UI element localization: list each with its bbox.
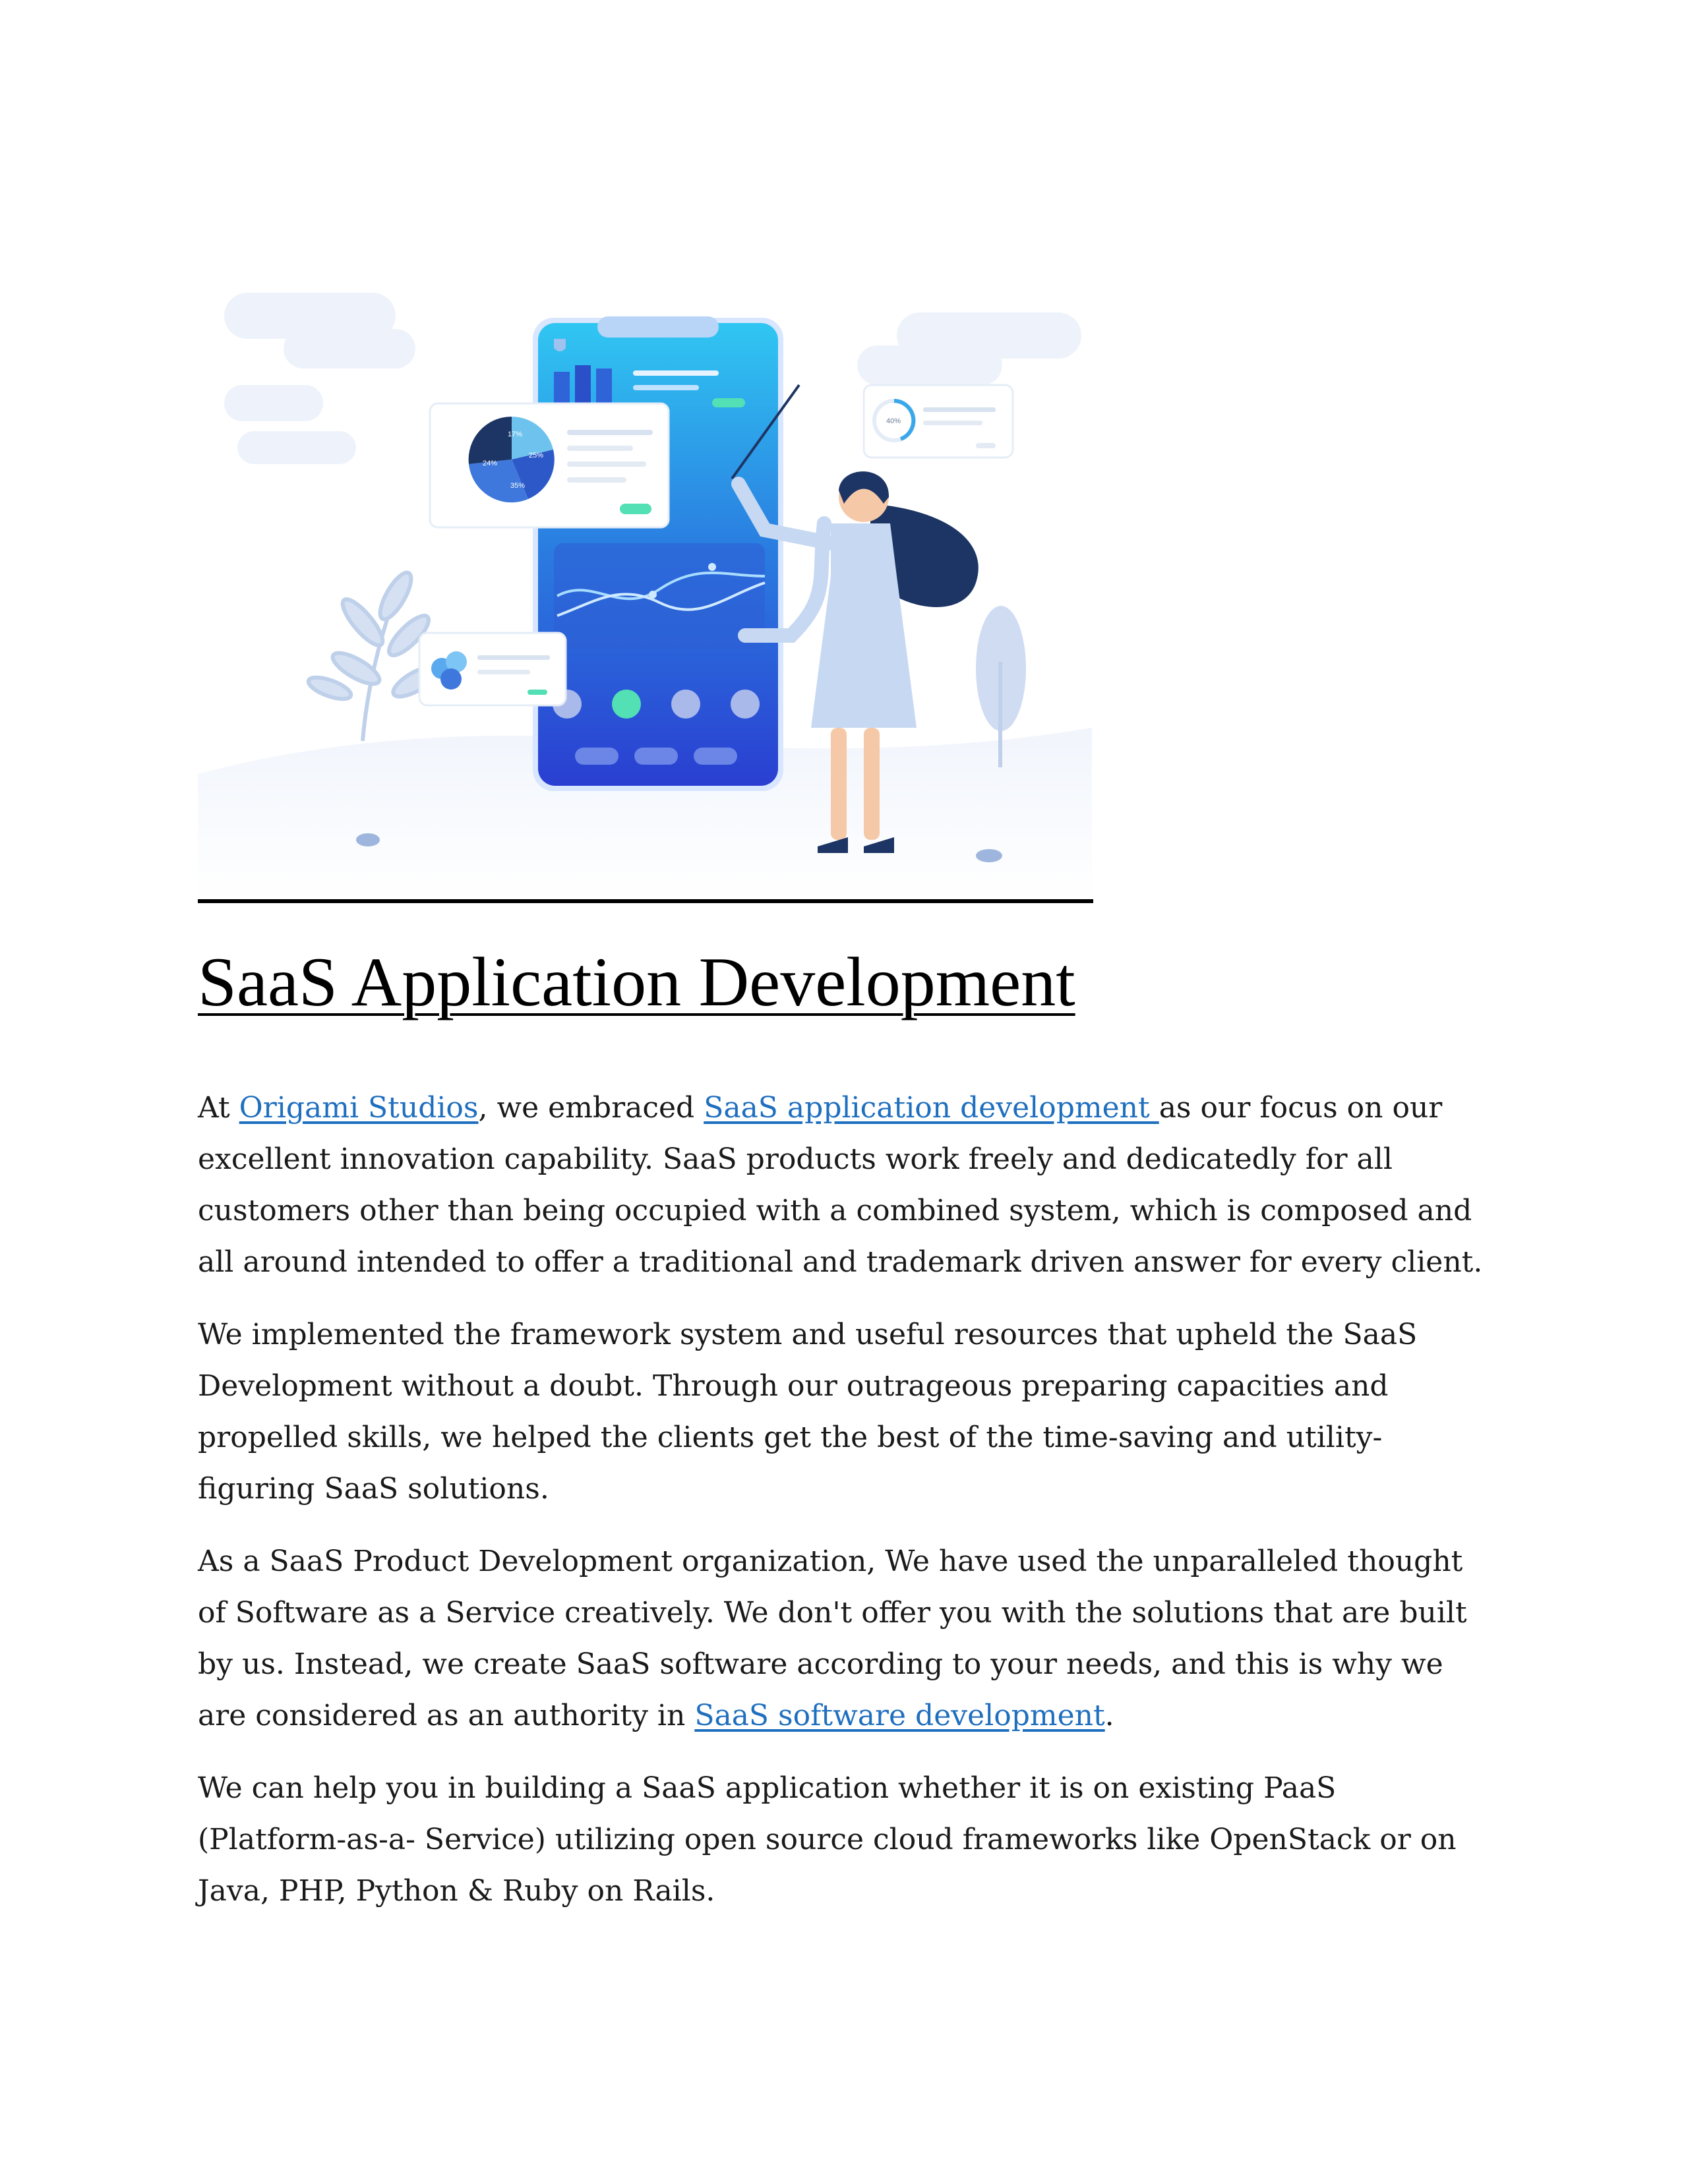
article-body	[198, 1082, 1484, 1938]
p3-text-2: .	[1104, 1699, 1114, 1732]
pie-label-a: 17%	[508, 430, 523, 438]
saas-illustration-svg	[198, 266, 1092, 902]
p1-text-3: as our focus on our excellent innovation capability. SaaS products work freely and dedicatedly for all customers other than being occupied with a combined system, which is composed and all around intended to offer a traditional and trademark driven answer for every client.	[198, 1091, 1483, 1279]
pie-label-b: 25%	[529, 452, 544, 459]
pie-label-d: 35%	[510, 482, 526, 490]
dial-label: 40%	[886, 417, 901, 425]
saas-software-development-link[interactable]: SaaS software development	[694, 1699, 1105, 1732]
pie-label-c: 24%	[483, 459, 498, 467]
paragraph-1	[198, 1082, 1484, 1288]
page-title: SaaS Application Development	[198, 943, 1075, 1020]
p1-text-2: , we embraced	[478, 1091, 704, 1125]
dial-card	[864, 385, 1013, 457]
p3-text-1: As a SaaS Product Development organization, We have used the unparalleled thought of Software as a Service creatively. We don't offer you with the solutions that are built by us. Instead, we create SaaS software according to your needs, and this is why we are considered as an authority in	[198, 1545, 1467, 1732]
paragraph-2: We implemented the framework system and useful resources that upheld the SaaS Development without a doubt. Through our outrageous preparing capacities and propelled skills, we helped the clients get the best of the time-saving and utility-figuring SaaS solutions.	[198, 1318, 1418, 1506]
phone-mockup	[533, 316, 783, 791]
bubble-card	[419, 633, 566, 705]
p1-text-1: At	[198, 1091, 239, 1125]
pie-chart-card	[430, 403, 669, 527]
hero-illustration	[198, 266, 1092, 902]
hero-rule	[198, 899, 1093, 903]
paragraph-4: We can help you in building a SaaS application whether it is on existing PaaS (Platform-as-a- Service) utilizing open source cloud frameworks like OpenStack or on Java, PHP, Python & Ruby on Rails.	[198, 1771, 1457, 1908]
origami-studios-link[interactable]: Origami Studios	[239, 1091, 479, 1125]
saas-application-development-link[interactable]: SaaS application development	[704, 1091, 1159, 1125]
paragraph-3	[198, 1536, 1484, 1742]
